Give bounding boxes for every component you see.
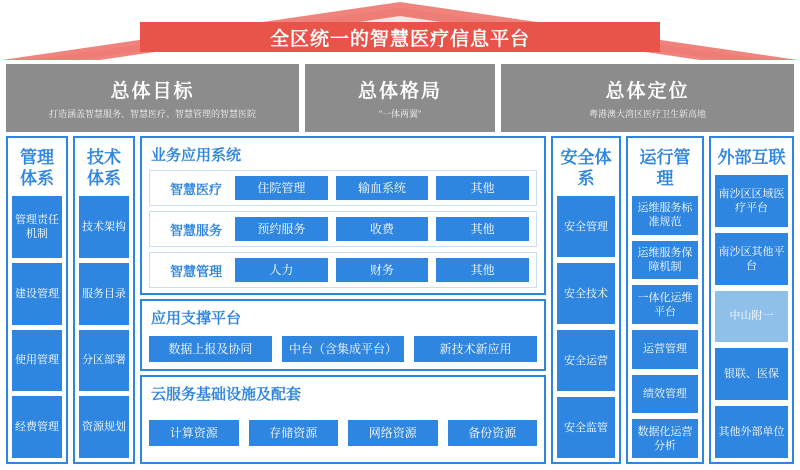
- list-item[interactable]: 运维服务标准规范: [632, 196, 698, 235]
- column-items: [715, 175, 788, 458]
- row-smart-service: [149, 211, 537, 247]
- row-chips: [235, 217, 529, 241]
- list-item[interactable]: 收费: [336, 217, 429, 241]
- column-heading: 运行管理: [639, 148, 691, 188]
- panel-cloud-infrastructure: [140, 375, 546, 464]
- summary-box-position: [501, 64, 794, 132]
- panel-title: 业务应用系统: [151, 147, 242, 164]
- panel-application-support: [140, 299, 546, 371]
- list-item[interactable]: 安全技术: [557, 263, 615, 324]
- column-technical-system: [73, 136, 135, 464]
- summary-title: 总体定位: [605, 80, 690, 102]
- list-item[interactable]: 技术架构: [79, 196, 129, 258]
- list-item[interactable]: 南沙区区域医疗平台: [715, 175, 788, 227]
- column-heading: 管理体系: [20, 148, 54, 188]
- list-item[interactable]: 数据上报及协同: [149, 336, 272, 362]
- summary-box-goal: [6, 64, 299, 132]
- summary-box-structure: [305, 64, 495, 132]
- column-heading: 安全体系: [560, 148, 612, 188]
- column-operations-management: [626, 136, 704, 464]
- list-item[interactable]: 服务目录: [79, 263, 129, 325]
- list-item[interactable]: 银联、医保: [715, 348, 788, 400]
- summary-title: 总体目标: [110, 80, 195, 102]
- list-item[interactable]: 运营管理: [632, 330, 698, 369]
- panel-business-applications: [140, 136, 546, 295]
- column-management-system: [6, 136, 68, 464]
- list-item[interactable]: 建设管理: [12, 263, 62, 325]
- list-item[interactable]: 南沙区其他平台: [715, 233, 788, 285]
- row-label: 智慧管理: [169, 263, 222, 279]
- list-item[interactable]: 其他: [436, 217, 529, 241]
- list-item[interactable]: 网络资源: [348, 420, 438, 446]
- column-security-system: [551, 136, 621, 464]
- row-chips: [235, 258, 529, 282]
- list-item[interactable]: 人力: [235, 258, 328, 282]
- list-item[interactable]: 绩效管理: [632, 375, 698, 414]
- list-item[interactable]: 运维服务保障机制: [632, 241, 698, 280]
- column-items: [12, 196, 62, 458]
- list-item[interactable]: 数据化运营分析: [632, 419, 698, 458]
- list-item[interactable]: 安全运营: [557, 330, 615, 391]
- roof-graphic: [0, 0, 800, 62]
- top-summary-row: [6, 64, 794, 132]
- list-item[interactable]: 其他: [436, 176, 529, 200]
- summary-subtitle: “一体两翼”: [379, 108, 421, 119]
- summary-subtitle: 粤港澳大湾区医疗卫生新高地: [588, 108, 706, 119]
- panel-title: 应用支撑平台: [151, 310, 242, 327]
- row-chips: [235, 176, 529, 200]
- architecture-body: [6, 136, 794, 464]
- summary-title: 总体格局: [357, 80, 442, 102]
- panel-title: 云服务基础设施及配套: [151, 386, 302, 403]
- summary-subtitle: 打造涵盖智慧服务、智慧医疗、智慧管理的智慧医院: [48, 108, 256, 119]
- column-items: [632, 196, 698, 458]
- list-item[interactable]: 中台（含集成平台）: [282, 336, 405, 362]
- list-item[interactable]: 中山附一: [715, 291, 788, 343]
- list-item[interactable]: 一体化运维平台: [632, 285, 698, 324]
- list-item[interactable]: 存储资源: [249, 420, 339, 446]
- list-item[interactable]: 财务: [336, 258, 429, 282]
- page-title: 全区统一的智慧医疗信息平台: [140, 22, 660, 52]
- list-item[interactable]: 备份资源: [448, 420, 538, 446]
- list-item[interactable]: 经费管理: [12, 396, 62, 458]
- list-item[interactable]: 其他外部单位: [715, 406, 788, 458]
- list-item[interactable]: 安全监管: [557, 397, 615, 458]
- row-label: 智慧医疗: [169, 181, 222, 197]
- column-external-connections: [709, 136, 794, 464]
- list-item[interactable]: 安全管理: [557, 196, 615, 257]
- row-smart-management: [149, 252, 537, 288]
- column-items: [79, 196, 129, 458]
- cloud-chips: [149, 409, 537, 457]
- list-item[interactable]: 其他: [436, 258, 529, 282]
- support-chips: [149, 333, 537, 364]
- row-smart-medical: [149, 170, 537, 206]
- center-stack: [140, 136, 546, 464]
- list-item[interactable]: 住院管理: [235, 176, 328, 200]
- list-item[interactable]: 输血系统: [336, 176, 429, 200]
- column-heading: 技术体系: [87, 148, 121, 188]
- column-items: [557, 196, 615, 458]
- list-item[interactable]: 资源规划: [79, 396, 129, 458]
- list-item[interactable]: 计算资源: [149, 420, 239, 446]
- list-item[interactable]: 管理责任机制: [12, 196, 62, 258]
- list-item[interactable]: 使用管理: [12, 330, 62, 392]
- list-item[interactable]: 新技术新应用: [414, 336, 537, 362]
- row-label: 智慧服务: [169, 222, 222, 238]
- list-item[interactable]: 预约服务: [235, 217, 328, 241]
- list-item[interactable]: 分区部署: [79, 330, 129, 392]
- column-heading: 外部互联: [717, 148, 786, 167]
